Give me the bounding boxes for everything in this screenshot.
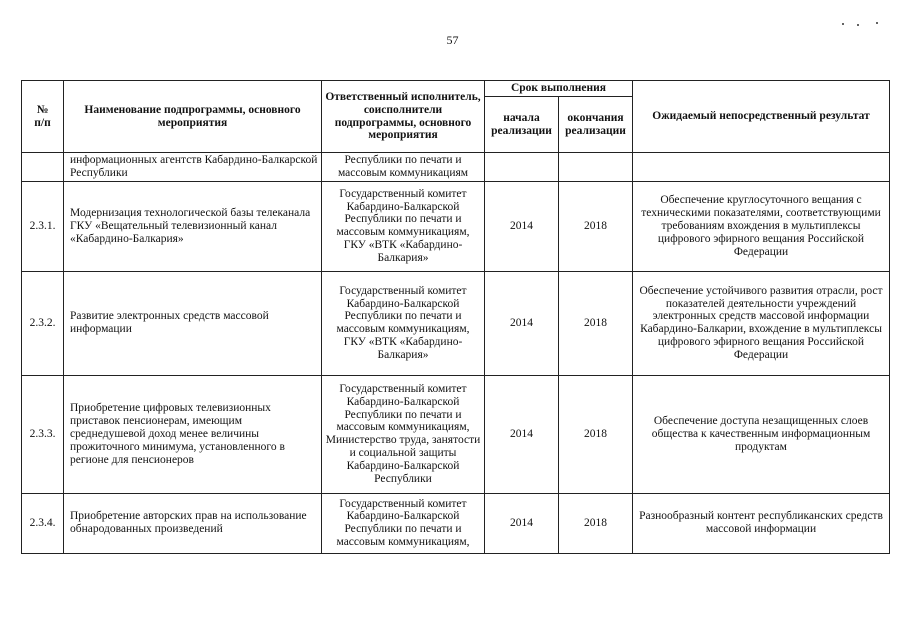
row-executor: Республики по печати и массовым коммуникациям <box>322 153 485 182</box>
row-start: 2014 <box>485 271 559 375</box>
header-end: окончания реализации <box>559 97 633 153</box>
program-measures-table <box>21 80 890 554</box>
row-name: информационных агентств Кабардино-Балкарской Республики <box>64 153 322 182</box>
header-start: начала реализации <box>485 97 559 153</box>
row-end <box>559 153 633 182</box>
row-executor: Государственный комитет Кабардино-Балкарской Республики по печати и массовым коммуникациям, Министерство труда, занятости и социальной защиты Кабардино-Балкарской Республики <box>322 375 485 493</box>
scan-speck <box>876 22 878 24</box>
header-num: № п/п <box>22 81 64 153</box>
table-row <box>22 153 890 182</box>
header-result: Ожидаемый непосредственный результат <box>633 81 890 153</box>
row-name: Приобретение авторских прав на использование обнародованных произведений <box>64 493 322 553</box>
header-name: Наименование подпрограммы, основного мероприятия <box>64 81 322 153</box>
row-start: 2014 <box>485 493 559 553</box>
row-result <box>633 153 890 182</box>
row-num: 2.3.3. <box>22 375 64 493</box>
row-start: 2014 <box>485 375 559 493</box>
row-end: 2018 <box>559 375 633 493</box>
row-result: Разнообразный контент республиканских средств массовой информации <box>633 493 890 553</box>
row-start <box>485 153 559 182</box>
row-result: Обеспечение круглосуточного вещания с техническими показателями, соответствующими требованиям вхождения в мультиплексы цифрового эфирного вещания Российской Федерации <box>633 181 890 271</box>
table-row <box>22 271 890 375</box>
row-executor: Государственный комитет Кабардино-Балкарской Республики по печати и массовым коммуникациям, <box>322 493 485 553</box>
page-number: 57 <box>446 33 459 47</box>
row-executor: Государственный комитет Кабардино-Балкарской Республики по печати и массовым коммуникациям, ГКУ «ВТК «Кабардино-Балкария» <box>322 271 485 375</box>
row-num: 2.3.2. <box>22 271 64 375</box>
row-executor: Государственный комитет Кабардино-Балкарской Республики по печати и массовым коммуникациям, ГКУ «ВТК «Кабардино-Балкария» <box>322 181 485 271</box>
row-num: 2.3.4. <box>22 493 64 553</box>
row-name: Приобретение цифровых телевизионных приставок пенсионерам, имеющим среднедушевой доход менее величины прожиточного минимума, установленного в регионе для пенсионеров <box>64 375 322 493</box>
row-num: 2.3.1. <box>22 181 64 271</box>
scan-speck <box>857 24 859 26</box>
row-end: 2018 <box>559 493 633 553</box>
table-row <box>22 181 890 271</box>
row-end: 2018 <box>559 271 633 375</box>
header-term: Срок выполнения <box>485 81 633 97</box>
row-name: Развитие электронных средств массовой информации <box>64 271 322 375</box>
header-executor: Ответственный исполнитель, соисполнители подпрограммы, основного мероприятия <box>322 81 485 153</box>
row-num <box>22 153 64 182</box>
table-row <box>22 493 890 553</box>
row-start: 2014 <box>485 181 559 271</box>
row-name: Модернизация технологической базы телеканала ГКУ «Вещательный телевизионный канал «Кабардино-Балкария» <box>64 181 322 271</box>
scan-speck <box>842 23 844 25</box>
table-row <box>22 375 890 493</box>
row-result: Обеспечение доступа незащищенных слоев общества к качественным информационным продуктам <box>633 375 890 493</box>
row-result: Обеспечение устойчивого развития отрасли, рост показателей деятельности учреждений электронных средств массовой информации Кабардино-Балкарии, вхождение в мультиплексы цифрового эфирного вещания Российской Федерации <box>633 271 890 375</box>
row-end: 2018 <box>559 181 633 271</box>
